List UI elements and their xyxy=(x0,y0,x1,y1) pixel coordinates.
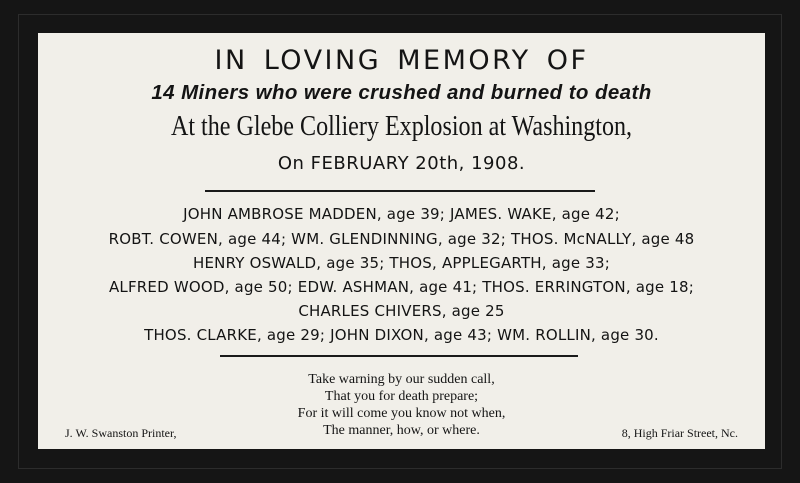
event-date: On FEBRUARY 20th, 1908. xyxy=(277,153,526,174)
memory-heading: IN LOVING MEMORY OF xyxy=(214,45,589,76)
divider-bottom xyxy=(220,355,578,357)
names-line: JOHN AMBROSE MADDEN, age 39; JAMES. WAKE, age 42; xyxy=(183,205,620,223)
divider-top xyxy=(205,190,595,192)
miners-subtitle: 14 Miners who were crushed and burned to death xyxy=(151,81,652,104)
names-line: THOS. CLARKE, age 29; JOHN DIXON, age 43; WM. ROLLIN, age 30. xyxy=(144,326,659,344)
verse-line: Take warning by our sudden call, xyxy=(308,372,495,387)
printer-credit: J. W. Swanston Printer, xyxy=(65,426,177,440)
verse-line: The manner, how, or where. xyxy=(323,423,480,438)
names-line: ALFRED WOOD, age 50; EDW. ASHMAN, age 41; THOS. ERRINGTON, age 18; xyxy=(108,278,695,296)
verse-line: That you for death prepare; xyxy=(324,389,479,404)
event-title: At the Glebe Colliery Explosion at Washington, xyxy=(170,111,633,142)
printer-address: 8, High Friar Street, Nc. xyxy=(621,426,738,440)
memorial-card xyxy=(38,33,765,449)
names-line: HENRY OSWALD, age 35; THOS, APPLEGARTH, age 33; xyxy=(193,254,610,272)
verse-line: For it will come you know not when, xyxy=(297,406,506,421)
names-line: ROBT. COWEN, age 44; WM. GLENDINNING, age 32; THOS. McNALLY, age 48 xyxy=(108,230,695,248)
names-line: CHARLES CHIVERS, age 25 xyxy=(298,302,505,320)
